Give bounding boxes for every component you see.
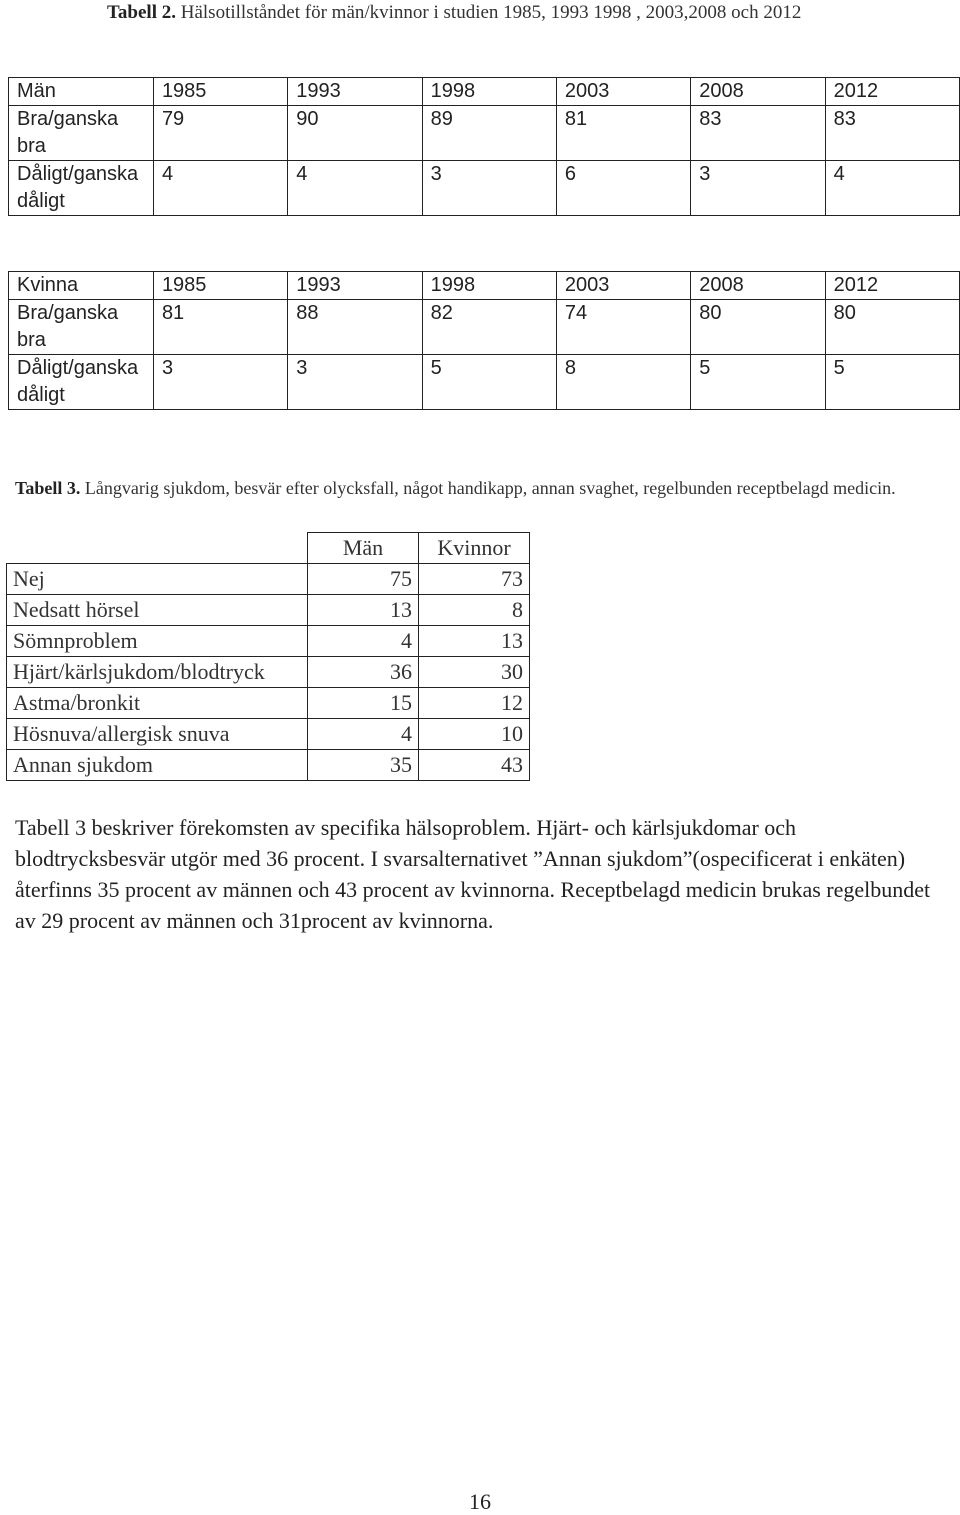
table-cell: 79	[153, 106, 287, 161]
table-row	[7, 595, 530, 626]
table-cell: 13	[419, 626, 530, 657]
table-row	[9, 106, 960, 161]
row-label: Annan sjukdom	[7, 750, 308, 781]
table-header-row	[9, 272, 960, 300]
table-row	[7, 719, 530, 750]
table-row	[7, 626, 530, 657]
table-header-cell: Kvinnor	[419, 533, 530, 564]
table-cell: 90	[288, 106, 422, 161]
table-header-cell: 1985	[153, 78, 287, 106]
table-header-cell: 2008	[691, 78, 825, 106]
table-cell: 80	[691, 300, 825, 355]
table-header-row	[9, 78, 960, 106]
table-row	[9, 161, 960, 216]
table-cell: 74	[556, 300, 690, 355]
row-label: Hösnuva/allergisk snuva	[7, 719, 308, 750]
table-cell: 83	[825, 106, 959, 161]
table-header-cell: Män	[308, 533, 419, 564]
table-row	[7, 564, 530, 595]
table-header-cell	[7, 533, 308, 564]
table-header-cell: 1993	[288, 78, 422, 106]
table-header-cell: 1985	[153, 272, 287, 300]
table-header-row	[7, 533, 530, 564]
women-health-table	[8, 271, 960, 410]
table-header-cell: 2008	[691, 272, 825, 300]
row-label: Bra/ganska bra	[9, 300, 154, 355]
table2-caption-text: Hälsotillståndet för män/kvinnor i studien 1985, 1993 1998 , 2003,2008 och 2012	[176, 2, 802, 23]
table-header-cell: 2012	[825, 272, 959, 300]
table-header-cell: Män	[9, 78, 154, 106]
table-cell: 75	[308, 564, 419, 595]
row-label: Astma/bronkit	[7, 688, 308, 719]
table-cell: 5	[422, 355, 556, 410]
table-cell: 4	[153, 161, 287, 216]
table-cell: 4	[308, 626, 419, 657]
table-cell: 15	[308, 688, 419, 719]
row-label: Nedsatt hörsel	[7, 595, 308, 626]
table-header-cell: 1998	[422, 272, 556, 300]
table-cell: 4	[308, 719, 419, 750]
table-cell: 8	[419, 595, 530, 626]
row-label: Hjärt/kärlsjukdom/blodtryck	[7, 657, 308, 688]
table-cell: 35	[308, 750, 419, 781]
row-label: Bra/ganska bra	[9, 106, 154, 161]
table2-caption	[107, 2, 801, 24]
table-cell: 13	[308, 595, 419, 626]
table3-caption-label: Tabell 3.	[15, 478, 81, 498]
table-header-cell: 1998	[422, 78, 556, 106]
table-header-cell: Kvinna	[9, 272, 154, 300]
table-cell: 5	[825, 355, 959, 410]
table2-caption-label: Tabell 2.	[107, 2, 176, 23]
table-header-cell: 1993	[288, 272, 422, 300]
table-cell: 8	[556, 355, 690, 410]
table-cell: 3	[153, 355, 287, 410]
row-label: Dåligt/ganska dåligt	[9, 355, 154, 410]
body-paragraph: Tabell 3 beskriver förekomsten av specifika hälsoproblem. Hjärt- och kärlsjukdomar och blodtrycksbesvär utgör med 36 procent. I svarsalternativet ”Annan sjukdom”(ospecificerat i enkäten) återfinns 35 procent av männen och 43 procent av kvinnorna. Receptbelagd medicin brukas regelbundet av 29 procent av männen och 31procent av kvinnorna.	[15, 815, 931, 933]
table-row	[9, 355, 960, 410]
table-row	[9, 300, 960, 355]
table-header-cell: 2012	[825, 78, 959, 106]
page-number: 16	[469, 1489, 491, 1514]
table-row	[7, 688, 530, 719]
table-cell: 81	[556, 106, 690, 161]
table3-caption	[15, 474, 950, 503]
table-cell: 81	[153, 300, 287, 355]
row-label: Nej	[7, 564, 308, 595]
table-cell: 89	[422, 106, 556, 161]
table-cell: 3	[422, 161, 556, 216]
row-label: Sömnproblem	[7, 626, 308, 657]
table-cell: 36	[308, 657, 419, 688]
table-cell: 3	[288, 355, 422, 410]
illness-table	[6, 532, 530, 781]
table-cell: 80	[825, 300, 959, 355]
table-cell: 43	[419, 750, 530, 781]
table-cell: 12	[419, 688, 530, 719]
table-cell: 82	[422, 300, 556, 355]
table-cell: 73	[419, 564, 530, 595]
table-cell: 6	[556, 161, 690, 216]
table3-caption-text: Långvarig sjukdom, besvär efter olycksfall, något handikapp, annan svaghet, regelbunden receptbelagd medicin.	[80, 478, 896, 498]
table-row	[7, 657, 530, 688]
table-cell: 83	[691, 106, 825, 161]
table-header-cell: 2003	[556, 272, 690, 300]
table-cell: 30	[419, 657, 530, 688]
table-row	[7, 750, 530, 781]
men-health-table	[8, 77, 960, 216]
table-header-cell: 2003	[556, 78, 690, 106]
table-cell: 88	[288, 300, 422, 355]
table-cell: 5	[691, 355, 825, 410]
table-cell: 4	[825, 161, 959, 216]
table-cell: 3	[691, 161, 825, 216]
table-cell: 4	[288, 161, 422, 216]
row-label: Dåligt/ganska dåligt	[9, 161, 154, 216]
table-cell: 10	[419, 719, 530, 750]
